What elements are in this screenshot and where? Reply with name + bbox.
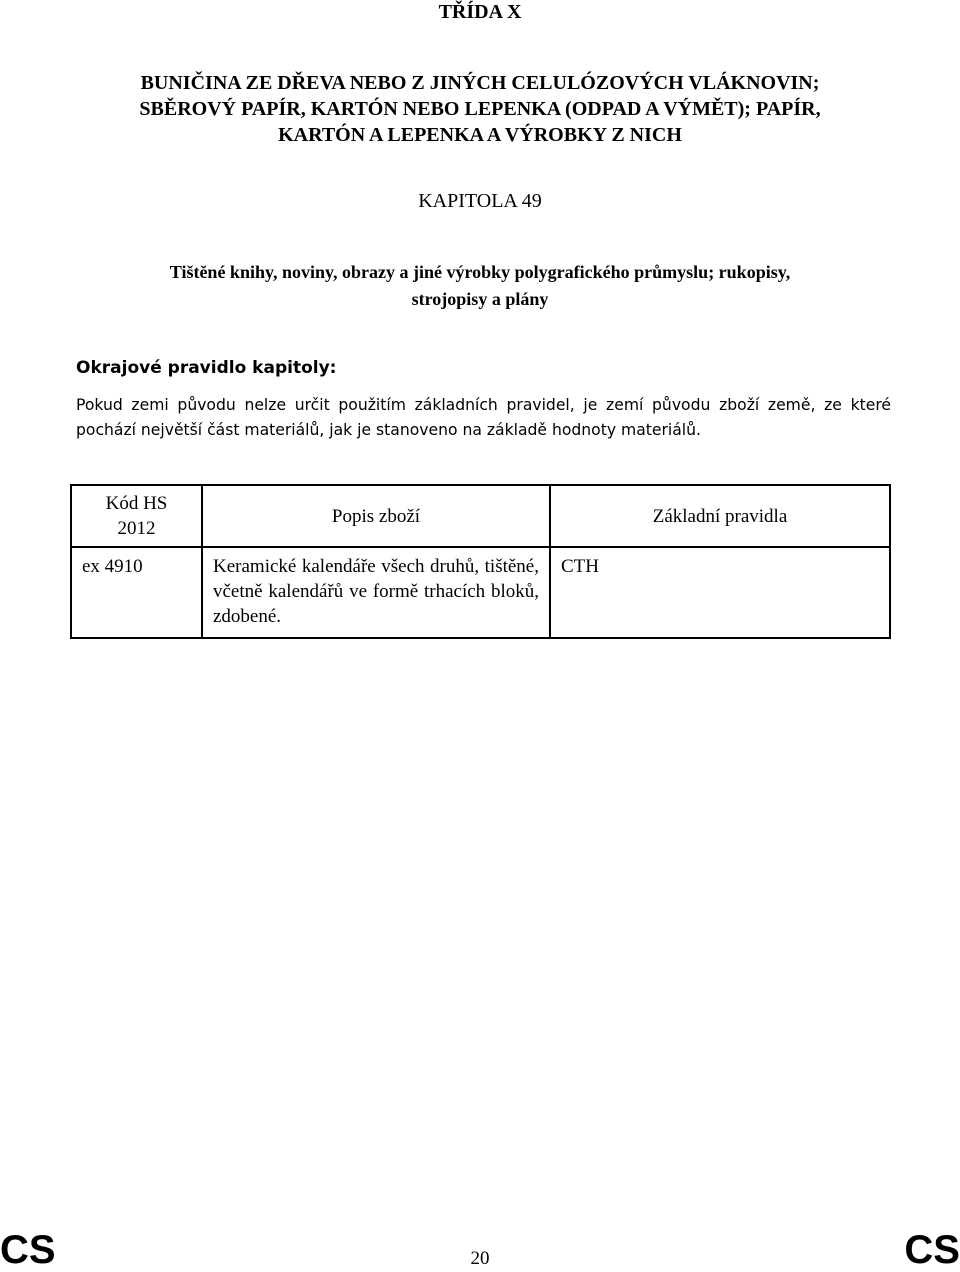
header-code-line-1: Kód HS (105, 493, 168, 514)
header-code-line-2: 2012 (117, 518, 156, 539)
cell-rule: CTH (550, 547, 890, 638)
section-title-line-2: SBĚROVÝ PAPÍR, KARTÓN NEBO LEPENKA (ODPAD A VÝMĚT); PAPÍR, (139, 98, 821, 120)
table-row (71, 547, 890, 638)
section-title-line-3: KARTÓN A LEPENKA A VÝROBKY Z NICH (278, 124, 682, 146)
section-title-line-1: BUNIČINA ZE DŘEVA NEBO Z JINÝCH CELULÓZOVÝCH VLÁKNOVIN; (140, 72, 820, 94)
header-description: Popis zboží (202, 485, 550, 547)
table-header-row (71, 485, 890, 547)
header-code (71, 485, 202, 547)
chapter-title-line-2: strojopisy a plány (411, 289, 549, 309)
chapter-title (0, 259, 960, 313)
cell-description: Keramické kalendáře všech druhů, tištěné, včetně kalendářů ve formě trhacích bloků, zdobené. (202, 547, 550, 638)
rule-heading: Okrajové pravidlo kapitoly: (76, 358, 337, 378)
rule-text: Pokud zemi původu nelze určit použitím základních pravidel, je zemí původu zboží země, ze které pochází největší část materiálů, jak je stanoveno na základě hodnoty materiálů. (76, 396, 891, 439)
footer-language-right: CS (904, 1228, 960, 1272)
page-number: 20 (470, 1248, 490, 1269)
header-rule: Základní pravidla (550, 485, 890, 547)
footer-language-left: CS (0, 1228, 56, 1272)
class-title: TŘÍDA X (438, 1, 522, 23)
section-title (0, 70, 960, 148)
chapter-label: KAPITOLA 49 (418, 190, 542, 212)
chapter-title-line-1: Tištěné knihy, noviny, obrazy a jiné výrobky polygrafického průmyslu; rukopisy, (169, 262, 791, 282)
cell-code: ex 4910 (71, 547, 202, 638)
rules-table (70, 484, 891, 639)
